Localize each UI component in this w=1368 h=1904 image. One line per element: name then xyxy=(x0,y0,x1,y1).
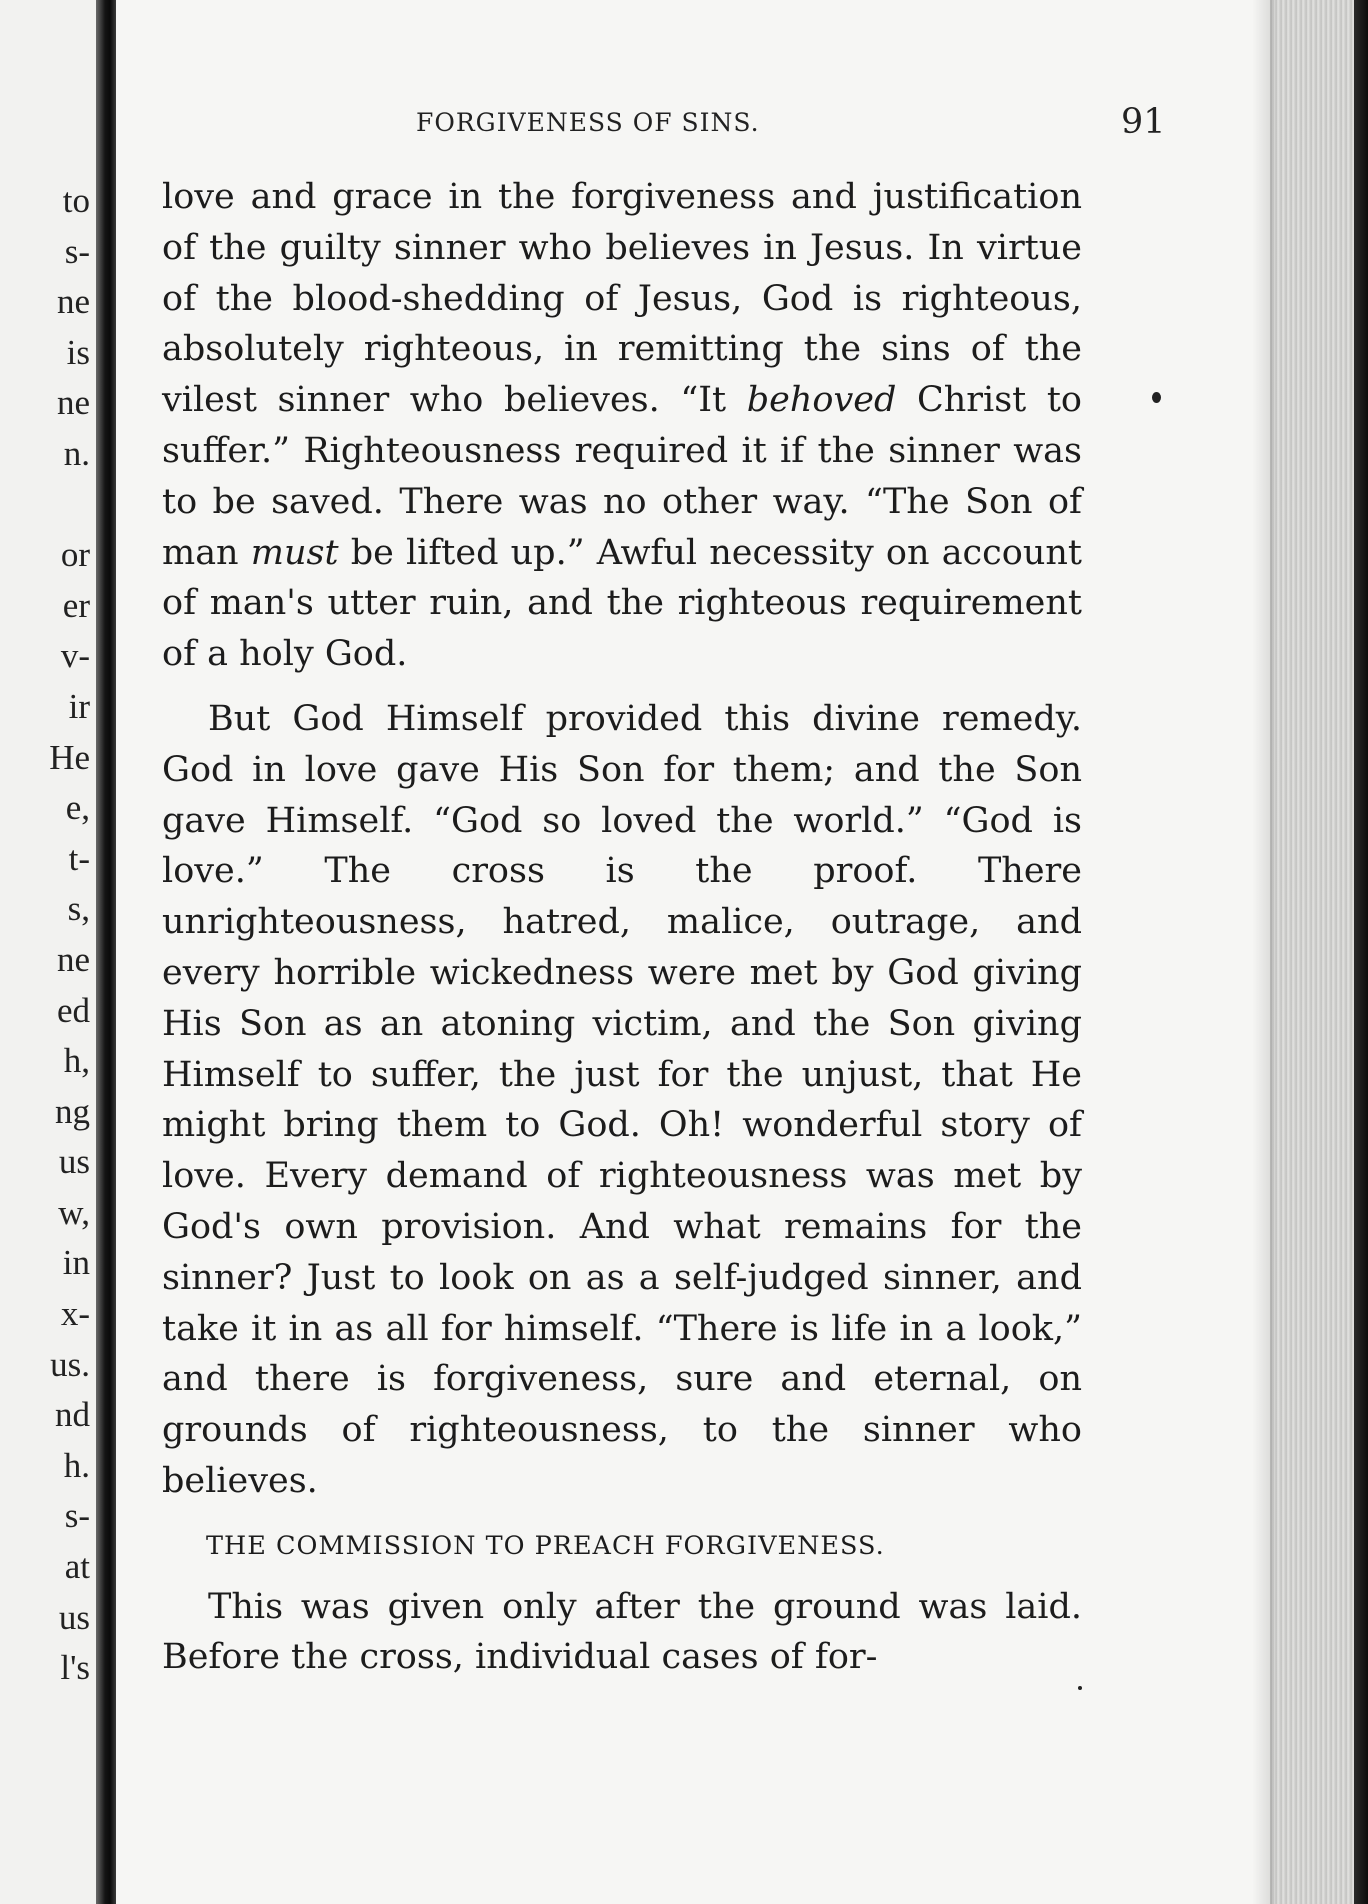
fragment-line: us xyxy=(58,1142,90,1182)
page-number: 91 xyxy=(1121,102,1166,142)
emphasis-must: must xyxy=(250,532,339,573)
fragment-line: at xyxy=(64,1547,90,1587)
fragment-line: is xyxy=(66,332,90,372)
facing-page-fragments xyxy=(49,176,90,1694)
paragraph: This was given only after the ground was laid. Before the cross, individual cases of for- xyxy=(162,1586,1082,1678)
fragment-line: ir xyxy=(68,686,90,726)
fragment-line: ng xyxy=(55,1091,90,1131)
book-gutter xyxy=(96,0,116,1904)
fragment-line: t- xyxy=(68,838,90,878)
section-heading: THE COMMISSION TO PREACH FORGIVENESS. xyxy=(206,1530,885,1561)
paragraph-text: be lifted up.” Awful necessity on account of man's utter ruin, and the righteous requirement of a holy God. xyxy=(162,532,1082,675)
fragment-line: in xyxy=(62,1243,90,1283)
ink-speck xyxy=(1152,392,1161,403)
fragment-line: us. xyxy=(50,1344,90,1384)
emphasis-behoved: behoved xyxy=(746,380,897,421)
fragment-line: er xyxy=(62,585,90,625)
fragment-line: s- xyxy=(64,231,90,271)
fragment-line: l's xyxy=(60,1648,90,1688)
body-text xyxy=(162,172,1082,1683)
fragment-line: w, xyxy=(58,1192,90,1232)
fragment-line: or xyxy=(60,535,90,575)
fragment-line: He xyxy=(49,737,90,777)
fragment-line: s- xyxy=(64,1496,90,1536)
book-page xyxy=(116,0,1270,1904)
paragraph-text: Christ to suffer.” Righteousness required it if the sinner was to be saved. There was no other way. “The Son of man xyxy=(162,380,1082,573)
paragraph-text: love and grace in the forgiveness and justification of the guilty sinner who believes in Jesus. In virtue of the blood-shedding of Jesus, God is righteous, absolutely righteous, in remitting the sins of the vilest sinner who believes. “It xyxy=(162,177,1082,421)
fragment-line xyxy=(49,480,90,531)
fragment-line: ed xyxy=(56,990,90,1030)
fragment-line: us xyxy=(58,1597,90,1637)
running-head-title: FORGIVENESS OF SINS. xyxy=(416,108,760,137)
fragment-line: h, xyxy=(63,1041,90,1081)
fragment-line: ne xyxy=(56,282,90,322)
fragment-line: n. xyxy=(63,433,90,473)
fragment-line: to xyxy=(62,181,90,220)
paragraph xyxy=(162,172,1082,680)
page-edges xyxy=(1270,0,1368,1904)
fragment-line: nd xyxy=(55,1395,90,1435)
fragment-line: x- xyxy=(60,1294,90,1334)
fragment-line: v- xyxy=(60,636,90,676)
fragment-line: h. xyxy=(63,1445,90,1485)
fragment-line: ne xyxy=(56,939,90,979)
fragment-line: s, xyxy=(67,889,90,929)
paragraph: But God Himself provided this divine remedy. God in love gave His Son for them; and the Son gave Himself. “God so loved the world.” “God is love.” The cross is the proof. There unrighteousness, hatred, malice, outrage, and every horrible wickedness were met by God giving His Son as an atoning victim, and the Son giving Himself to suffer, the just for the unjust, that He might bring them to God. Oh! wonderful story of love. Every demand of righteousness was met by God's own provision. And what remains for the sinner? Just to look on as a self-judged sinner, and take it in as all for himself. “There is life in a look,” and there is forgiveness, sure and eternal, on grounds of righteousness, to the sinner who believes. xyxy=(162,698,1082,1501)
ink-speck xyxy=(1078,1686,1082,1690)
fragment-line: ne xyxy=(56,383,90,423)
fragment-line: e, xyxy=(65,788,90,828)
